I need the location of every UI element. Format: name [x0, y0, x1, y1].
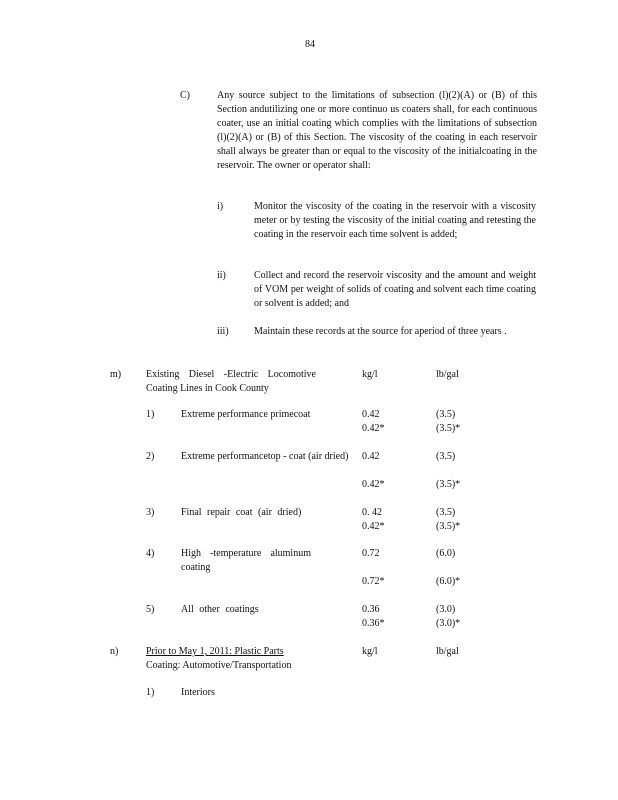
value-lb: (6.0)* [436, 576, 461, 587]
value-lb: (3.5)* [436, 423, 461, 434]
row-number: 2) [146, 451, 155, 462]
value-kg: 0.72* [362, 576, 385, 587]
value-kg: 0.36 [362, 604, 380, 615]
section-n-title-underlined: Prior to May 1, 2011: Plastic Parts [146, 646, 284, 657]
section-m-title: Existing Diesel -Electric Locomotive Coating Lines in Cook County [146, 369, 316, 394]
row-name: Final repair coat (air dried) [181, 507, 302, 518]
value-kg: 0.42* [362, 423, 385, 434]
row-number: 1) [146, 409, 155, 420]
value-kg: 0.42* [362, 521, 385, 532]
value-kg: 0.42 [362, 451, 380, 462]
unit-kg-header: kg/l [362, 646, 378, 657]
value-lb: (3.5) [436, 507, 456, 518]
row-number: 5) [146, 604, 155, 615]
section-n-label: n) [110, 646, 119, 657]
section-c-text: Any source subject to the limitations of subsection (l)(2)(A) or (B) of this Section andutilizing one or more continuo us coaters shall, for each continuous coater, use an initial coating which complies with the limitations of subsection (l)(2)(A) or (B) of this Section. The viscosity of the coating in each reservoir shall always be greater than or equal to the viscosity of the initialcoating in the reservoir. The owner or operator shall: [217, 90, 537, 171]
value-lb: (3.5)* [436, 521, 461, 532]
value-lb: (3.5) [436, 451, 456, 462]
row-number: 1) [146, 687, 155, 698]
list-item-text: Maintain these records at the source for aperiod of three years . [254, 326, 507, 337]
row-name: High -temperature aluminum coating [181, 548, 311, 573]
value-kg: 0.36* [362, 618, 385, 629]
list-item-text: Monitor the viscosity of the coating in the reservoir with a viscosity meter or by testing the viscosity of the initial coating and retesting the coating in the reservoir each time solvent is added; [254, 201, 536, 240]
value-kg: 0. 42 [362, 507, 382, 518]
unit-kg-header: kg/l [362, 369, 378, 380]
list-item-label: ii) [217, 270, 226, 281]
value-lb: (3.5) [436, 409, 456, 420]
row-name: Extreme performance primecoat [181, 409, 311, 420]
value-kg: 0.42 [362, 409, 380, 420]
unit-lb-header: lb/gal [436, 646, 459, 657]
value-kg: 0.72 [362, 548, 380, 559]
value-lb: (3.0)* [436, 618, 461, 629]
section-c-label: C) [180, 90, 190, 101]
list-item-label: i) [217, 201, 224, 212]
page-number: 84 [305, 39, 315, 50]
value-lb: (3.5)* [436, 479, 461, 490]
row-name: All other coatings [181, 604, 259, 615]
row-number: 3) [146, 507, 155, 518]
row-name: Extreme performancetop - coat (air dried) [181, 451, 349, 462]
section-m-label: m) [110, 369, 122, 380]
value-lb: (3.0) [436, 604, 456, 615]
value-lb: (6.0) [436, 548, 456, 559]
row-number: 4) [146, 548, 155, 559]
list-item-text: Collect and record the reservoir viscosity and the amount and weight of VOM per weight of solids of coating and solvent each time coating or solvent is added; and [254, 270, 536, 309]
section-n-title [146, 645, 326, 673]
row-name: Interiors [181, 687, 215, 698]
unit-lb-header: lb/gal [436, 369, 459, 380]
value-kg: 0.42* [362, 479, 385, 490]
list-item-label: iii) [217, 326, 229, 337]
section-n-title-rest: Coating: Automotive/Transportation [146, 660, 292, 671]
